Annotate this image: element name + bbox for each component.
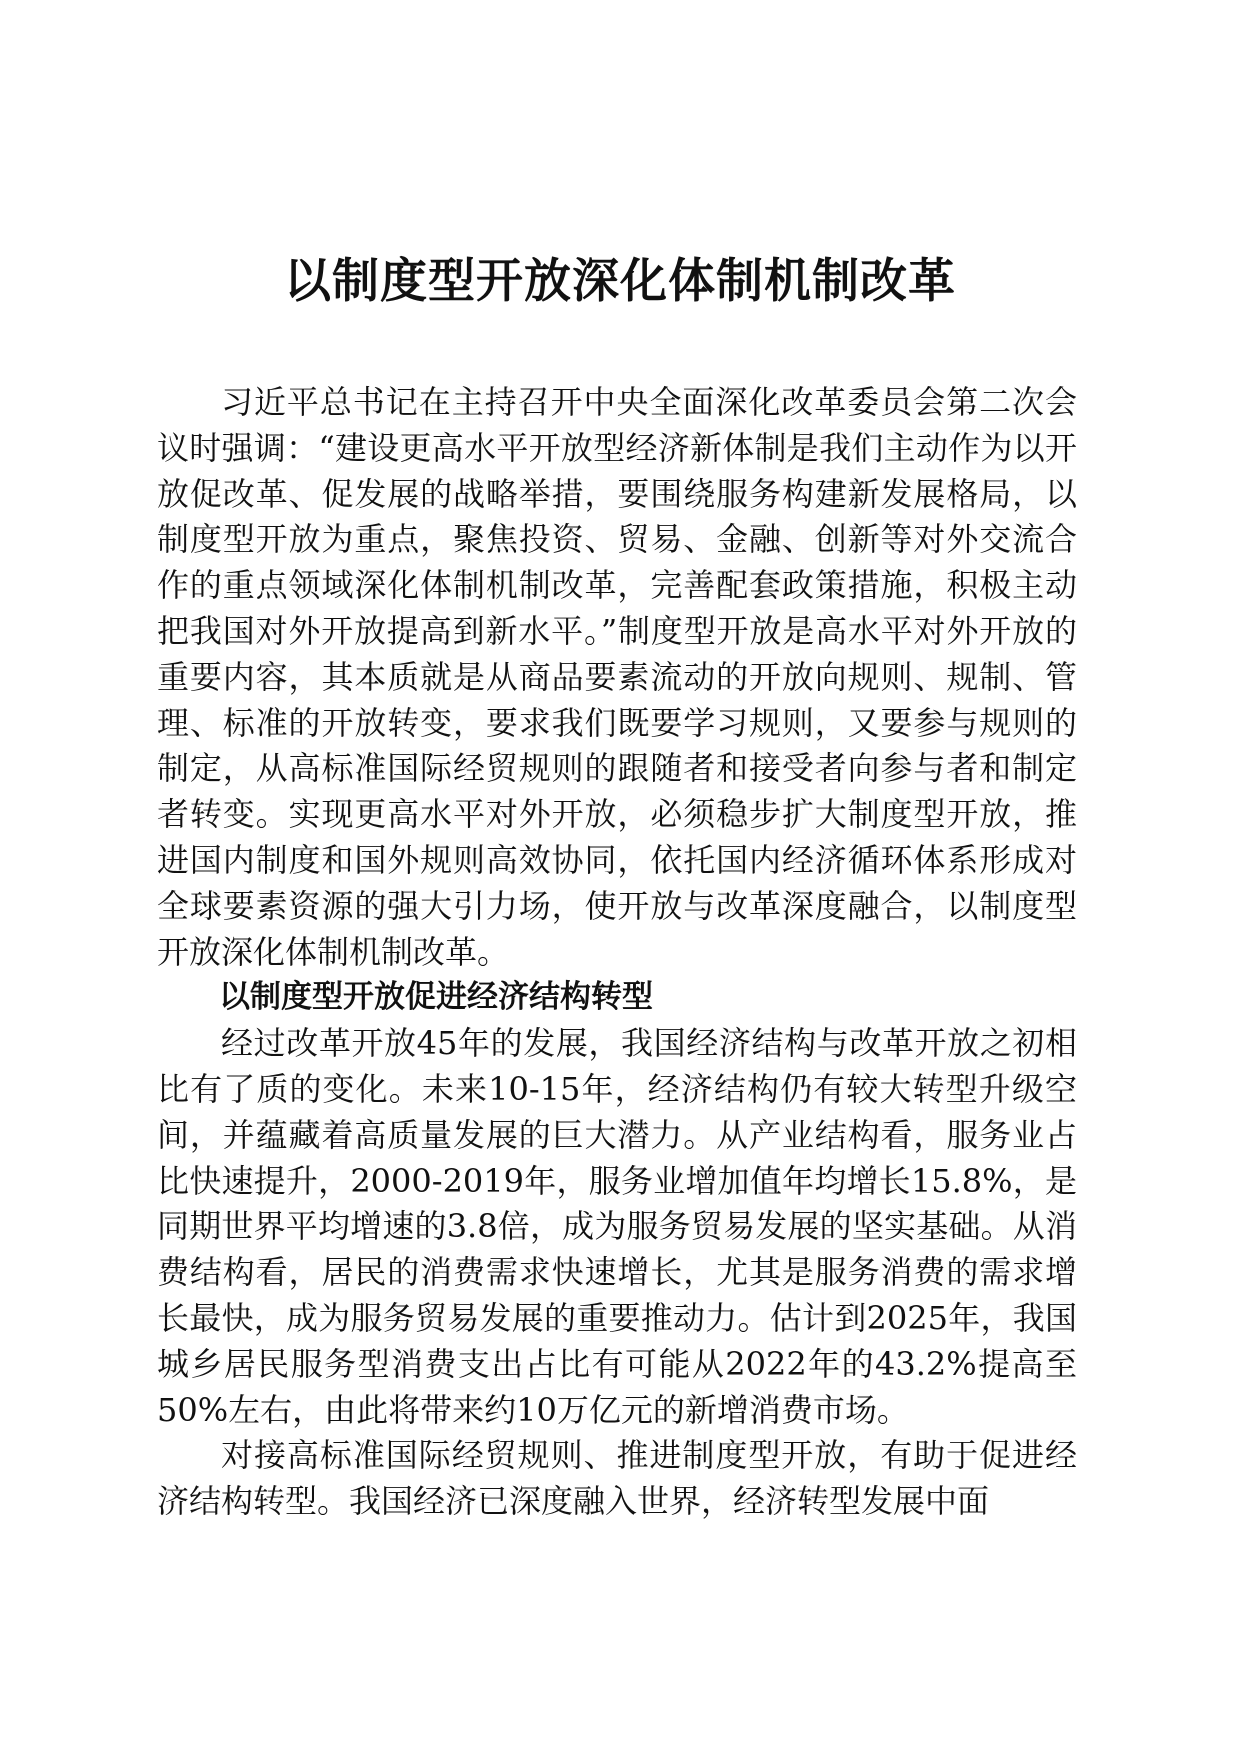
- section-paragraph-1: 经过改革开放45年的发展，我国经济结构与改革开放之初相比有了质的变化。未来10-15年，经济结构仍有较大转型升级空间，并蕴藏着高质量发展的巨大潜力。从产业结构看，服务业占比快速提升，2000-2019年，服务业增加值年均增长15.8%，是同期世界平均增速的3.8倍，成为服务贸易发展的坚实基础。从消费结构看，居民的消费需求快速增长，尤其是服务消费的需求增长最快，成为服务贸易发展的重要推动力。估计到2025年，我国城乡居民服务型消费支出占比有可能从2022年的43.2%提高至50%左右，由此将带来约10万亿元的新增消费市场。: [157, 1024, 1077, 1429]
- intro-paragraph: 习近平总书记在主持召开中央全面深化改革委员会第二次会议时强调：“建设更高水平开放型经济新体制是我们主动作为以开放促改革、促发展的战略举措，要围绕服务构建新发展格局，以制度型开放为重点，聚焦投资、贸易、金融、创新等对外交流合作的重点领域深化体制机制改革，完善配套政策措施，积极主动把我国对外开放提高到新水平。”制度型开放是高水平对外开放的重要内容，其本质就是从商品要素流动的开放向规则、规制、管理、标准的开放转变，要求我们既要学习规则，又要参与规则的制定，从高标准国际经贸规则的跟随者和接受者向参与者和制定者转变。实现更高水平对外开放，必须稳步扩大制度型开放，推进国内制度和国外规则高效协同，依托国内经济循环体系形成对全球要素资源的强大引力场，使开放与改革深度融合，以制度型开放深化体制机制改革。: [157, 383, 1077, 971]
- document-title: 以制度型开放深化体制机制改革: [284, 254, 956, 309]
- section-paragraph-2: 对接高标准国际经贸规则、推进制度型开放，有助于促进经济结构转型。我国经济已深度融入世界，经济转型发展中面: [157, 1436, 1077, 1521]
- document-body: [157, 380, 1077, 1525]
- section-heading: 以制度型开放促进经济结构转型: [219, 979, 653, 1016]
